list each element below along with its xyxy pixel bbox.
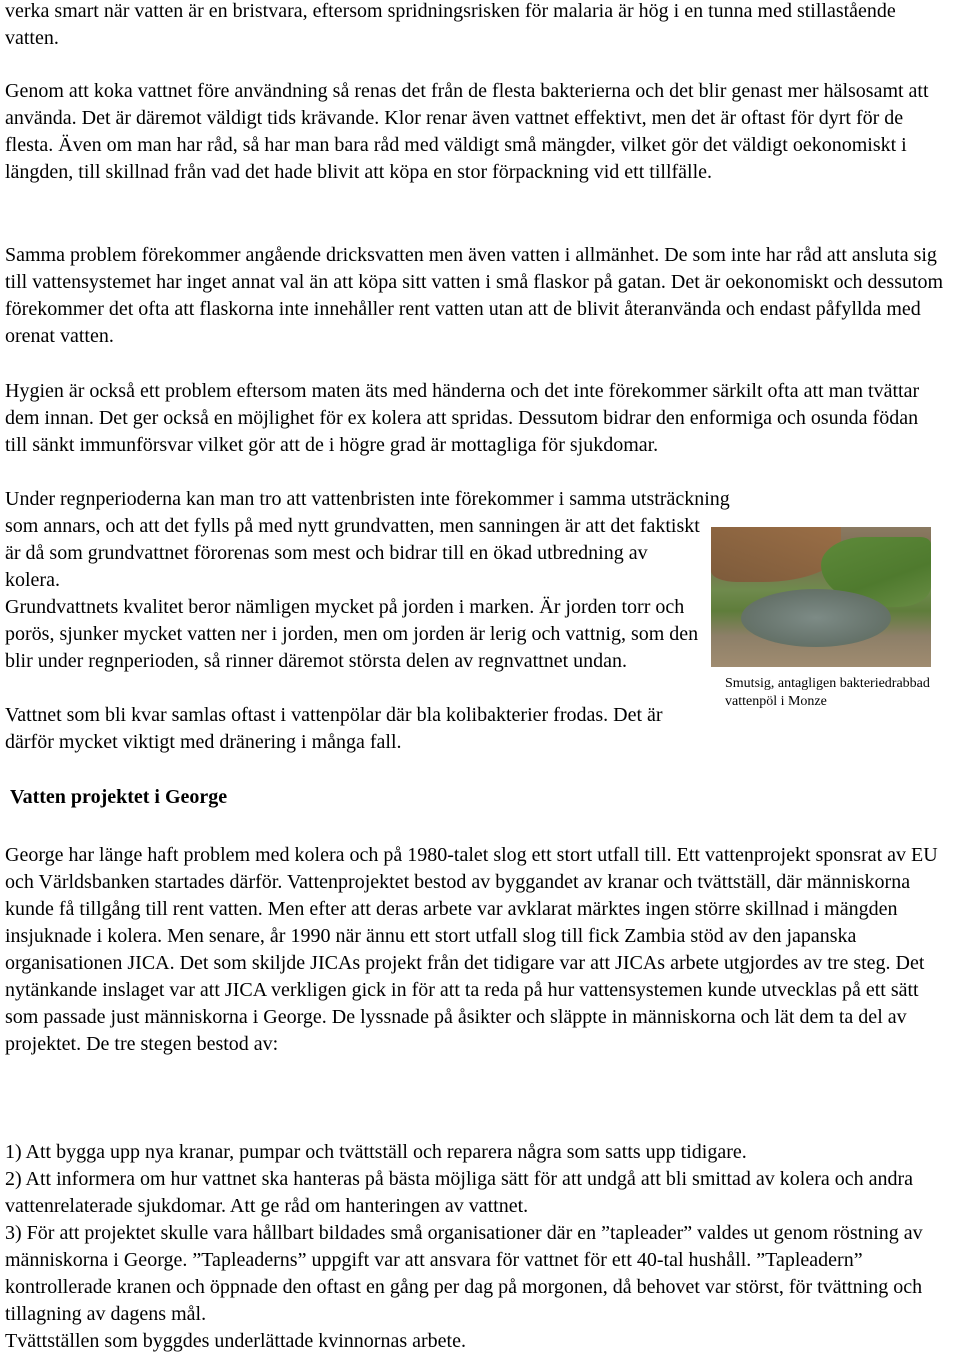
paragraph-intro: verka smart när vatten är en bristvara, eftersom spridningsrisken för malaria är hög i en tunna med stillastående vatten. xyxy=(5,0,896,49)
step-two: 2) Att informera om hur vattnet ska hanteras på bästa möjliga sätt för att undgå att bli smittad av kolera och andra vattenrelaterade sjukdomar. Att ge råd om hanteringen av vattnet. xyxy=(5,1168,914,1217)
paragraph-drinking-water: Samma problem förekommer angående dricksvatten men även vatten i allmänhet. De som inte har råd att ansluta sig till vattensystemet har inget annat val än att köpa sitt vatten i små flaskor på gatan. Det är oekonomiskt och dessutom förekommer det ofta att flaskorna inte innehåller rent vatten utan att de blivit återanvända och endast påfyllda med orenat vatten. xyxy=(5,244,944,347)
step-three: 3) För att projektet skulle vara hållbart bildades små organisationer där en ”tapleader” valdes ut genom röstning av människorna i George. ”Tapleaderns” uppgift var att ansvara för vattnet för ett 40-tal hushåll. ”Tapleadern” kontrollerade kranen och öppnade den oftast en gång per dag på morgonen, då behovet var störst, för tvättning och tillagning av dagens mål. xyxy=(5,1222,923,1325)
paragraph-rain-cont: som annars, och att det fylls på med nytt grundvatten, men sanningen är att det faktiskt är då som grundvattnet förorenas som mest och bidrar till en ökad utbredning av kolera. xyxy=(5,515,700,591)
puddle-photo xyxy=(711,527,931,667)
figure-caption: Smutsig, antagligen bakteriedrabbad vattenpöl i Monze xyxy=(725,676,930,709)
paragraph-puddles: Vattnet som bli kvar samlas oftast i vattenpölar där bla kolibakterier frodas. Det är därför mycket viktigt med dränering i många fall. xyxy=(5,704,663,753)
paragraph-groundwater: Grundvattnets kvalitet beror nämligen mycket på jorden i marken. Är jorden torr och porös, sjunker mycket vatten ner i jorden, men om jorden är lerig och vattnig, som den blir under regnperioden, så rinner däremot största delen av regnvattnet undan. xyxy=(5,596,699,672)
step-one: 1) Att bygga upp nya kranar, pumpar och tvättställ och reparera några som satts upp tidigare. xyxy=(5,1141,747,1163)
section-heading: Vatten projektet i George xyxy=(10,786,228,808)
paragraph-boiling: Genom att koka vattnet före användning så renas det från de flesta bakterierna och det blir genast mer hälsosamt att använda. Det är däremot väldigt tids krävande. Klor renar även vattnet effektivt, men det är oftast för dyrt för de flesta. Även om man har råd, så har man bara råd med väldigt små mängder, vilket gör det väldigt oekonomiskt i längden, till skillnad från vad det hade blivit att köpa en stor förpackning vid ett tillfälle. xyxy=(5,80,929,183)
paragraph-hygiene: Hygien är också ett problem eftersom maten äts med händerna och det inte förekommer särkilt ofta att man tvättar dem innan. Det ger också en möjlighet för ex kolera att spridas. Dessutom bidrar den enformiga och osunda födan till sänkt immunförsvar vilket gör att de i högre grad är mottagliga för sjukdomar. xyxy=(5,380,920,456)
paragraph-george: George har länge haft problem med kolera och på 1980-talet slog ett stort utfall till. Ett vattenprojekt sponsrat av EU och Världsbanken startades därför. Vattenprojektet bestod av byggandet av kranar och tvättställ, där människorna kunde få tillgång till rent vatten. Men efter att deras arbete var avklarat märktes ingen större skillnad i mängden insjuknade i kolera. Men senare, år 1990 när ännu ett stort utfall slog till fick Zambia stöd av den japanska organisationen JICA. Det som skiljde JICAs projekt från det tidigare var att JICAs arbete utgjordes av tre steg. Det nytänkande inslaget var att JICA verkligen gick in för att ta reda på hur vattensystemen kunde utvecklas på ett sätt som passade just människorna i George. De lyssnade på åsikter och släppte in människorna och lät dem ta del av projektet. De tre stegen bestod av: xyxy=(5,844,938,1055)
figure-puddle xyxy=(711,527,956,711)
paragraph-rain-line: Under regnperioderna kan man tro att vattenbristen inte förekommer i samma utsträckning xyxy=(5,488,730,510)
paragraph-washstands: Tvättställen som byggdes underlättade kvinnornas arbete. xyxy=(5,1330,466,1352)
